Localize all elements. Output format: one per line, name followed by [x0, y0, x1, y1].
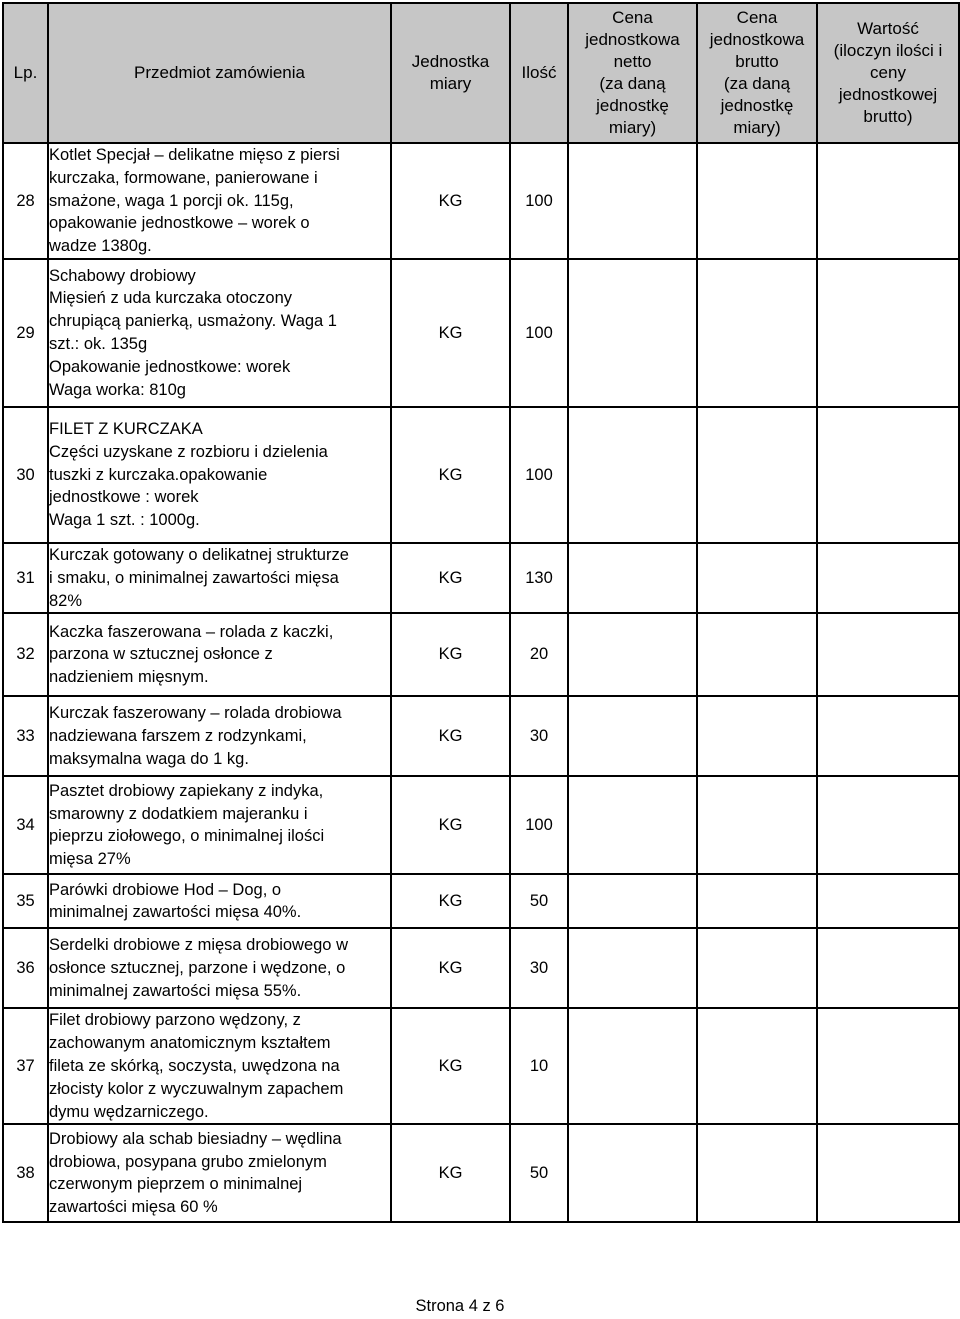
description-line: Kurczak faszerowany – rolada drobiowa	[49, 704, 342, 723]
row-quantity: 100	[510, 259, 568, 407]
row-value	[817, 874, 959, 928]
description-line: nadzieniem mięsnym.	[49, 668, 209, 687]
row-quantity: 20	[510, 613, 568, 696]
description-line: zawartości mięsa 60 %	[49, 1198, 218, 1217]
row-gross-price	[697, 1008, 817, 1124]
description-line: wadze 1380g.	[49, 237, 152, 256]
header-net-price: Cena jednostkowa netto (za daną jednostkę miary)	[568, 3, 697, 143]
description-line: smażone, waga 1 porcji ok. 115g,	[49, 191, 294, 210]
header-lp: Lp.	[3, 3, 48, 143]
row-net-price	[568, 874, 697, 928]
row-description	[48, 613, 391, 696]
description-line: Waga worka: 810g	[49, 380, 186, 399]
description-line: drobiowa, posypana grubo zmielonym	[49, 1152, 327, 1171]
row-unit: KG	[391, 696, 510, 776]
row-gross-price	[697, 143, 817, 259]
row-quantity: 100	[510, 776, 568, 874]
description-line: smarowny z dodatkiem majeranku i	[49, 804, 308, 823]
row-lp: 30	[3, 407, 48, 543]
header-qty: Ilość	[510, 3, 568, 143]
description-line: nadziewana farszem z rodzynkami,	[49, 726, 307, 745]
description-line: jednostkowe : worek	[49, 488, 199, 507]
table-row	[3, 928, 959, 1008]
row-value	[817, 1008, 959, 1124]
row-description	[48, 543, 391, 613]
row-quantity: 30	[510, 696, 568, 776]
table-header	[3, 3, 959, 143]
description-line: tuszki z kurczaka.opakowanie	[49, 465, 268, 484]
description-line: mięsa 27%	[49, 850, 131, 869]
description-line: Opakowanie jednostkowe: worek	[49, 357, 291, 376]
row-net-price	[568, 776, 697, 874]
row-description	[48, 928, 391, 1008]
row-gross-price	[697, 928, 817, 1008]
row-lp: 28	[3, 143, 48, 259]
row-description	[48, 407, 391, 543]
row-net-price	[568, 696, 697, 776]
table-row	[3, 1124, 959, 1222]
description-line: pieprzu ziołowego, o minimalnej ilości	[49, 827, 325, 846]
row-unit: KG	[391, 928, 510, 1008]
table-row	[3, 543, 959, 613]
table-row	[3, 874, 959, 928]
table-row	[3, 407, 959, 543]
description-line: Drobiowy ala schab biesiadny – wędlina	[49, 1129, 342, 1148]
row-unit: KG	[391, 143, 510, 259]
row-lp: 33	[3, 696, 48, 776]
description-line: złocisty kolor z wyczuwalnym zapachem	[49, 1079, 344, 1098]
row-lp: 32	[3, 613, 48, 696]
header-value: Wartość (iloczyn ilości i ceny jednostkowej brutto)	[817, 3, 959, 143]
table-row	[3, 143, 959, 259]
row-quantity: 100	[510, 143, 568, 259]
table-row	[3, 259, 959, 407]
row-description	[48, 874, 391, 928]
description-line: czerwonym pieprzem o minimalnej	[49, 1175, 303, 1194]
table-row	[3, 696, 959, 776]
description-line: Serdelki drobiowe z mięsa drobiowego w	[49, 936, 348, 955]
description-line: zachowanym anatomicznym kształtem	[49, 1034, 331, 1053]
row-gross-price	[697, 776, 817, 874]
header-gross-price: Cena jednostkowa brutto (za daną jednostkę miary)	[697, 3, 817, 143]
row-gross-price	[697, 696, 817, 776]
table-body	[3, 143, 959, 1222]
row-lp: 34	[3, 776, 48, 874]
row-value	[817, 776, 959, 874]
description-line: Parówki drobiowe Hod – Dog, o	[49, 880, 282, 899]
row-net-price	[568, 543, 697, 613]
description-line: kurczaka, formowane, panierowane i	[49, 168, 318, 187]
row-description	[48, 1124, 391, 1222]
row-gross-price	[697, 874, 817, 928]
description-line: osłonce sztucznej, parzone i wędzone, o	[49, 958, 346, 977]
row-value	[817, 259, 959, 407]
description-line: chrupiącą panierką, usmażony. Waga 1	[49, 312, 337, 331]
row-value	[817, 407, 959, 543]
row-lp: 29	[3, 259, 48, 407]
row-gross-price	[697, 543, 817, 613]
row-quantity: 50	[510, 1124, 568, 1222]
description-line: szt.: ok. 135g	[49, 334, 148, 353]
row-unit: KG	[391, 1124, 510, 1222]
description-line: 82%	[49, 591, 83, 610]
description-line: Kurczak gotowany o delikatnej strukturze	[49, 545, 349, 564]
row-unit: KG	[391, 613, 510, 696]
row-value	[817, 613, 959, 696]
description-line: Mięsień z uda kurczaka otoczony	[49, 289, 293, 308]
row-unit: KG	[391, 776, 510, 874]
row-net-price	[568, 143, 697, 259]
row-net-price	[568, 613, 697, 696]
row-net-price	[568, 1008, 697, 1124]
description-line: dymu wędzarniczego.	[49, 1102, 209, 1121]
row-gross-price	[697, 1124, 817, 1222]
description-line: opakowanie jednostkowe – worek o	[49, 214, 310, 233]
row-quantity: 50	[510, 874, 568, 928]
row-description	[48, 143, 391, 259]
description-line: fileta ze skórką, soczysta, uwędzona na	[49, 1056, 340, 1075]
row-net-price	[568, 407, 697, 543]
row-gross-price	[697, 259, 817, 407]
row-quantity: 100	[510, 407, 568, 543]
row-unit: KG	[391, 874, 510, 928]
description-line: minimalnej zawartości mięsa 55%.	[49, 981, 302, 1000]
table-row	[3, 613, 959, 696]
row-unit: KG	[391, 407, 510, 543]
row-unit: KG	[391, 259, 510, 407]
row-value	[817, 543, 959, 613]
row-quantity: 130	[510, 543, 568, 613]
header-item: Przedmiot zamówienia	[48, 3, 391, 143]
row-gross-price	[697, 613, 817, 696]
order-table	[2, 2, 960, 1223]
row-quantity: 10	[510, 1008, 568, 1124]
description-line: parzona w sztucznej osłonce z	[49, 645, 273, 664]
row-value	[817, 928, 959, 1008]
description-line: FILET Z KURCZAKA	[49, 419, 203, 438]
description-line: Pasztet drobiowy zapiekany z indyka,	[49, 781, 324, 800]
row-value	[817, 696, 959, 776]
row-net-price	[568, 259, 697, 407]
row-net-price	[568, 1124, 697, 1222]
description-line: i smaku, o minimalnej zawartości mięsa	[49, 568, 339, 587]
row-net-price	[568, 928, 697, 1008]
page-number: Strona 4 z 6	[415, 1297, 505, 1315]
description-line: Schabowy drobiowy	[49, 266, 196, 285]
row-lp: 35	[3, 874, 48, 928]
row-description	[48, 259, 391, 407]
row-description	[48, 776, 391, 874]
row-unit: KG	[391, 543, 510, 613]
header-unit: Jednostka miary	[391, 3, 510, 143]
row-lp: 36	[3, 928, 48, 1008]
row-unit: KG	[391, 1008, 510, 1124]
row-lp: 37	[3, 1008, 48, 1124]
row-value	[817, 1124, 959, 1222]
row-quantity: 30	[510, 928, 568, 1008]
row-lp: 38	[3, 1124, 48, 1222]
row-value	[817, 143, 959, 259]
description-line: Kotlet Specjał – delikatne mięso z piersi	[49, 146, 340, 164]
description-line: minimalnej zawartości mięsa 40%.	[49, 903, 302, 922]
table-row	[3, 776, 959, 874]
table-row	[3, 1008, 959, 1124]
description-line: Kaczka faszerowana – rolada z kaczki,	[49, 622, 334, 641]
description-line: maksymalna waga do 1 kg.	[49, 749, 249, 768]
row-gross-price	[697, 407, 817, 543]
description-line: Filet drobiowy parzono wędzony, z	[49, 1011, 301, 1030]
description-line: Części uzyskane z rozbioru i dzielenia	[49, 442, 328, 461]
description-line: Waga 1 szt. : 1000g.	[49, 511, 200, 530]
row-lp: 31	[3, 543, 48, 613]
row-description	[48, 1008, 391, 1124]
row-description	[48, 696, 391, 776]
